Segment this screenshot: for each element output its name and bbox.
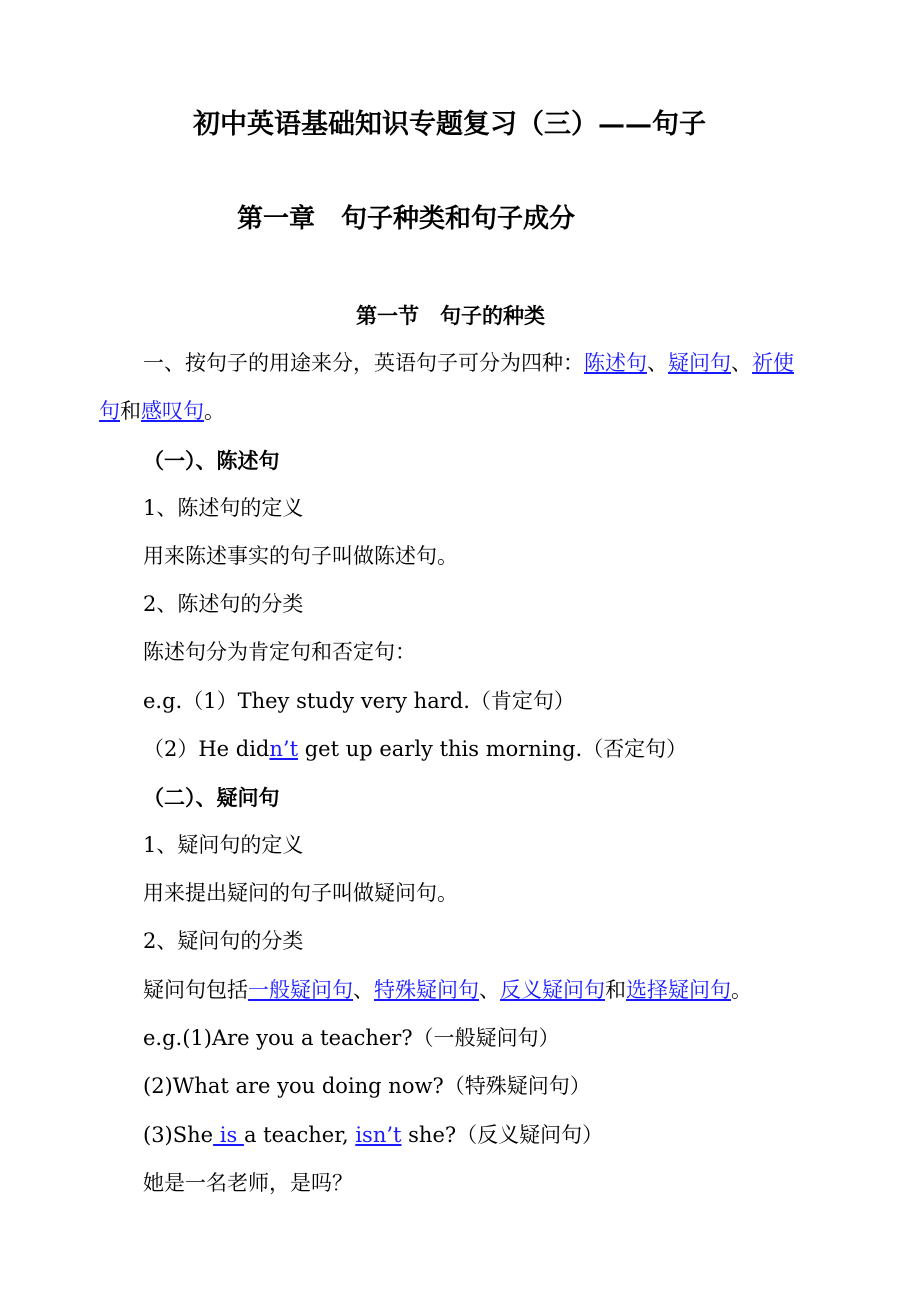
part2-heading: （二）、疑问句: [143, 785, 280, 810]
part1-example2: [143, 739, 687, 760]
intro-text: 一、按句子的用途来分，英语句子可分为四种：: [143, 351, 584, 375]
link-special-question[interactable]: 特殊疑问句: [374, 978, 479, 1002]
intro-paragraph-line1: [143, 353, 794, 374]
link-declarative[interactable]: 陈述句: [584, 351, 647, 375]
part2-example1: e.g.(1)Are you a teacher?（一般疑问句）: [143, 1026, 560, 1050]
link-imperative[interactable]: 祈使: [752, 351, 794, 375]
example-text: she?（反义疑问句）: [401, 1123, 604, 1147]
link-imperative-cont[interactable]: 句: [99, 399, 120, 423]
part2-item2: 2、疑问句的分类: [143, 929, 304, 953]
part1-item1: 1、陈述句的定义: [143, 496, 304, 520]
link-interrogative[interactable]: 疑问句: [668, 351, 731, 375]
description-text: 疑问句包括: [143, 978, 248, 1002]
period: 。: [204, 399, 225, 423]
chapter-heading: 第一章 句子种类和句子成分: [237, 204, 576, 234]
part1-item2: 2、陈述句的分类: [143, 592, 304, 616]
link-alternative-question[interactable]: 选择疑问句: [626, 978, 731, 1002]
part2-item1: 1、疑问句的定义: [143, 833, 304, 857]
example-text: （2）He did: [143, 737, 270, 761]
example-text: get up early this morning.（否定句）: [298, 737, 688, 761]
link-tag-question[interactable]: 反义疑问句: [500, 978, 605, 1002]
part1-example1: e.g.（1）They study very hard.（肯定句）: [143, 689, 575, 713]
section-heading: 第一节 句子的种类: [356, 303, 545, 328]
link-exclamatory[interactable]: 感叹句: [141, 399, 204, 423]
part2-definition: 用来提出疑问的句子叫做疑问句。: [143, 881, 458, 905]
link-is[interactable]: is: [213, 1123, 244, 1147]
part2-example3: [143, 1125, 603, 1146]
conjunction: 和: [605, 978, 626, 1002]
part1-description: 陈述句分为肯定句和否定句：: [143, 640, 416, 664]
conjunction: 和: [120, 399, 141, 423]
intro-paragraph-line2: [99, 401, 225, 422]
link-isnt[interactable]: isn’t: [355, 1123, 402, 1147]
link-nt[interactable]: n’t: [269, 737, 299, 761]
separator: 、: [647, 351, 668, 375]
example-text: a teacher,: [243, 1123, 356, 1147]
separator: 、: [353, 978, 374, 1002]
separator: 、: [731, 351, 752, 375]
part1-heading: （一）、陈述句: [143, 448, 280, 473]
period: 。: [731, 978, 752, 1002]
part2-description: [143, 980, 752, 1001]
part2-example3-translation: 她是一名老师，是吗？: [143, 1171, 353, 1195]
separator: 、: [479, 978, 500, 1002]
part2-example2: (2)What are you doing now?（特殊疑问句）: [143, 1074, 591, 1098]
example-text: (3)She: [143, 1123, 214, 1147]
document-title: 初中英语基础知识专题复习（三）——句子: [193, 109, 706, 140]
part1-definition: 用来陈述事实的句子叫做陈述句。: [143, 544, 458, 568]
link-general-question[interactable]: 一般疑问句: [248, 978, 353, 1002]
